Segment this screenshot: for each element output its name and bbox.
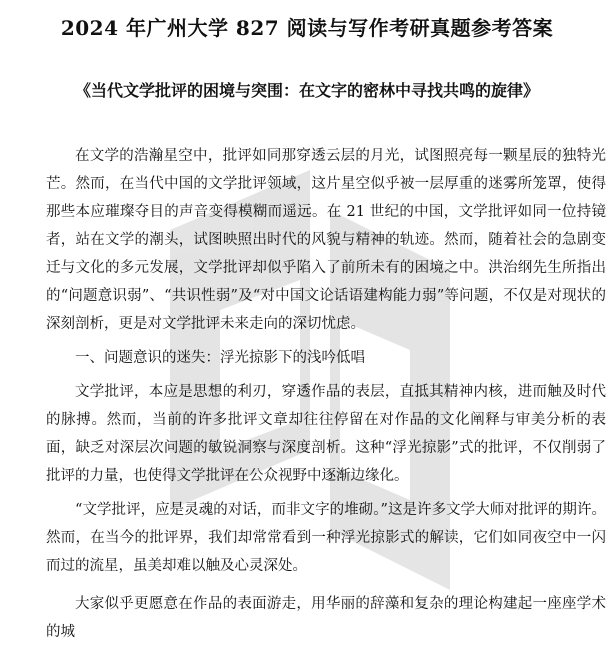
article-body (46, 142, 606, 646)
section-paragraph-1: 文学批评，本应是思想的利刃，穿透作品的表层，直抵其精神内核，进而触及时代的脉搏。然而，当前的许多批评文章却往往停留在对作品的文化阐释与审美分析的表面，缺乏对深层次问题的敏锐洞察与深度剖析。这种“浮光掠影”式的批评，不仅削弱了批评的力量，也使得文学批评在公众视野中逐渐边缘化。 (46, 384, 606, 484)
document-title: 2024 年广州大学 827 阅读与写作考研真题参考答案 (60, 16, 554, 40)
article-title: 《当代文学批评的困境与突围：在文字的密林中寻找共鸣的旋律》 (74, 81, 539, 100)
section-paragraph-2: “文学批评，应是灵魂的对话，而非文字的堆砌。”这是许多文学大师对批评的期许。然而，在当今的批评界，我们却常常看到一种浮光掠影式的解读，它们如同夜空中一闪而过的流星，虽美却难以触及心灵深处。 (46, 502, 606, 574)
section-heading: 一、问题意识的迷失：浮光掠影下的浅吟低唱 (75, 350, 365, 366)
intro-paragraph: 在文学的浩瀚星空中，批评如同那穿透云层的月光，试图照亮每一颗星辰的独特光芒。然而，在当代中国的文学批评领域，这片星空似乎被一层厚重的迷雾所笼罩，使得那些本应璀璨夺目的声音变得模糊而遥远。在 21 世纪的中国，文学批评如同一位持镜者，站在文学的潮头，试图映照出时代的风貌与精神的轨迹。然而，随着社会的急剧变迁与文化的多元发展，文学批评却似乎陷入了前所未有的困境之中。洪治纲先生所指出的“问题意识弱”、“共识性弱”及“对中国文论话语建构能力弱”等问题，不仅是对现状的深刻剖析，更是对文学批评未来走向的深切忧虑。 (46, 148, 606, 332)
section-paragraph-3: 大家似乎更愿意在作品的表面游走，用华丽的辞藻和复杂的理论构建起一座座学术的城 (46, 596, 606, 640)
